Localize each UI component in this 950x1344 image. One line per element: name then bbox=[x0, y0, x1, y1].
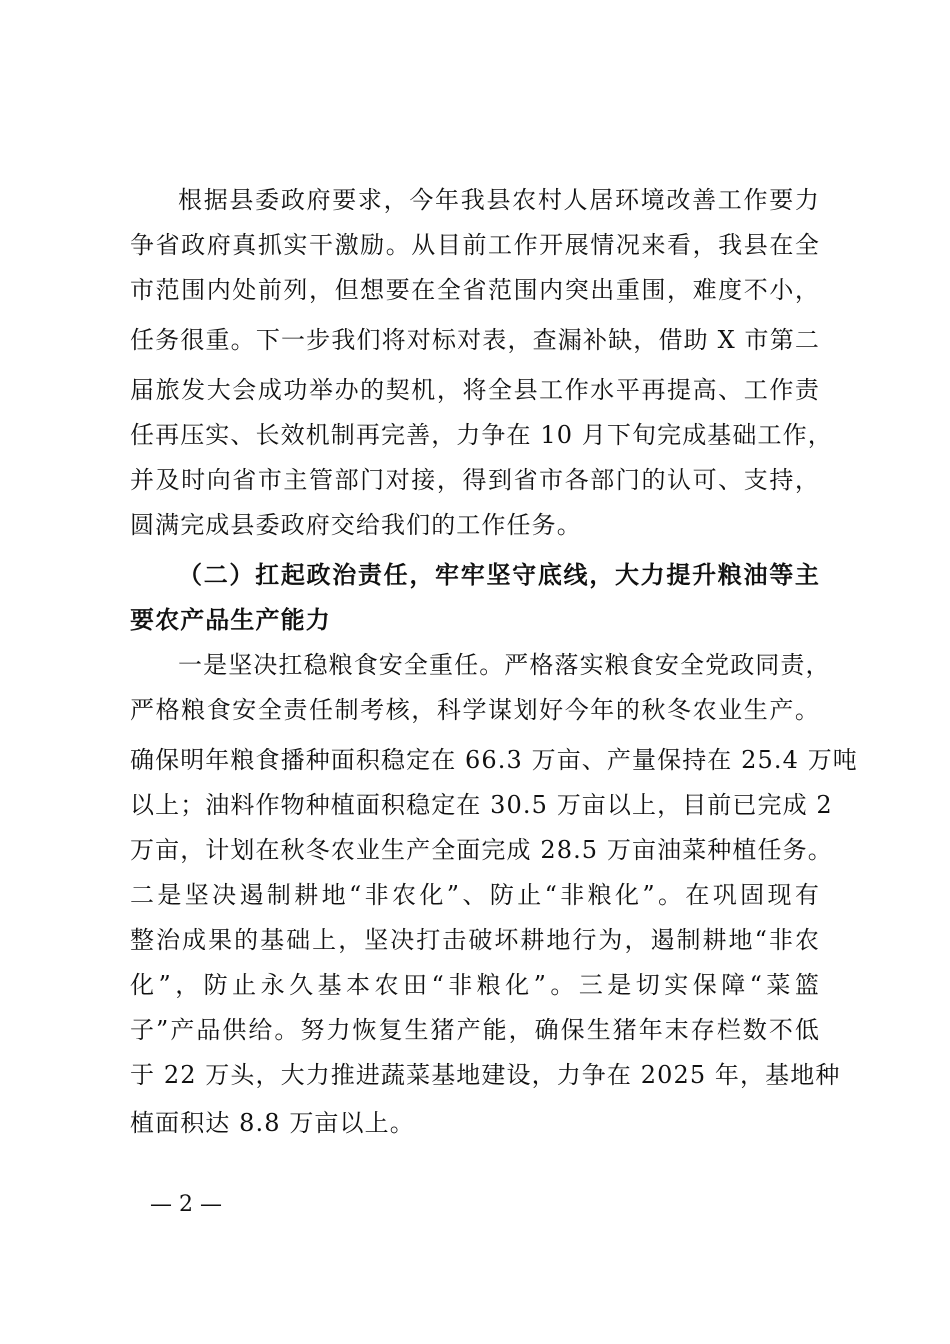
paragraph-2-line-4: 以上；油料作物种植面积稳定在 30.5 万亩以上，目前已完成 2 bbox=[130, 791, 833, 819]
paragraph-2-line-6: 二是坚决遏制耕地“非农化”、防止“非粮化”。在巩固现有 bbox=[130, 881, 820, 909]
paragraph-2-line-7: 整治成果的基础上，坚决打击破坏耕地行为，遏制耕地“非农 bbox=[130, 926, 820, 954]
paragraph-1-line-2: 争省政府真抓实干激励。从目前工作开展情况来看，我县在全 bbox=[130, 231, 820, 259]
section-heading-line-1: （二）扛起政治责任，牢牢坚守底线，大力提升粮油等主 bbox=[178, 560, 820, 589]
paragraph-2-line-2: 严格粮食安全责任制考核，科学谋划好今年的秋冬农业生产。 bbox=[130, 696, 820, 724]
paragraph-2-line-3: 确保明年粮食播种面积稳定在 66.3 万亩、产量保持在 25.4 万吨 bbox=[130, 746, 858, 774]
paragraph-2-line-1: 一是坚决扛稳粮食安全重任。严格落实粮食安全党政同责， bbox=[178, 651, 831, 679]
paragraph-2-line-9: 子”产品供给。努力恢复生猪产能，确保生猪年末存栏数不低 bbox=[130, 1016, 820, 1044]
paragraph-1-line-1: 根据县委政府要求，今年我县农村人居环境改善工作要力 bbox=[178, 186, 820, 214]
paragraph-1-line-6: 任再压实、长效机制再完善，力争在 10 月下旬完成基础工作， bbox=[130, 421, 833, 449]
page-number: — 2 — bbox=[150, 1192, 222, 1217]
paragraph-1-line-3: 市范围内处前列，但想要在全省范围内突出重围，难度不小， bbox=[130, 276, 820, 304]
paragraph-2-line-5: 万亩，计划在秋冬农业生产全面完成 28.5 万亩油菜种植任务。 bbox=[130, 836, 833, 864]
paragraph-1-line-5: 届旅发大会成功举办的契机，将全县工作水平再提高、工作责 bbox=[130, 376, 820, 404]
paragraph-2-line-11: 植面积达 8.8 万亩以上。 bbox=[130, 1109, 415, 1137]
paragraph-2-line-10: 于 22 万头，大力推进蔬菜基地建设，力争在 2025 年，基地种 bbox=[130, 1061, 841, 1089]
paragraph-1-line-7: 并及时向省市主管部门对接，得到省市各部门的认可、支持， bbox=[130, 466, 820, 494]
paragraph-2-line-8: 化”，防止永久基本农田“非粮化”。三是切实保障“菜篮 bbox=[130, 971, 820, 999]
paragraph-1-line-8: 圆满完成县委政府交给我们的工作任务。 bbox=[130, 511, 582, 539]
section-heading-line-2: 要农产品生产能力 bbox=[130, 605, 331, 634]
paragraph-1-line-4: 任务很重。下一步我们将对标对表，查漏补缺，借助 X 市第二 bbox=[130, 326, 820, 354]
